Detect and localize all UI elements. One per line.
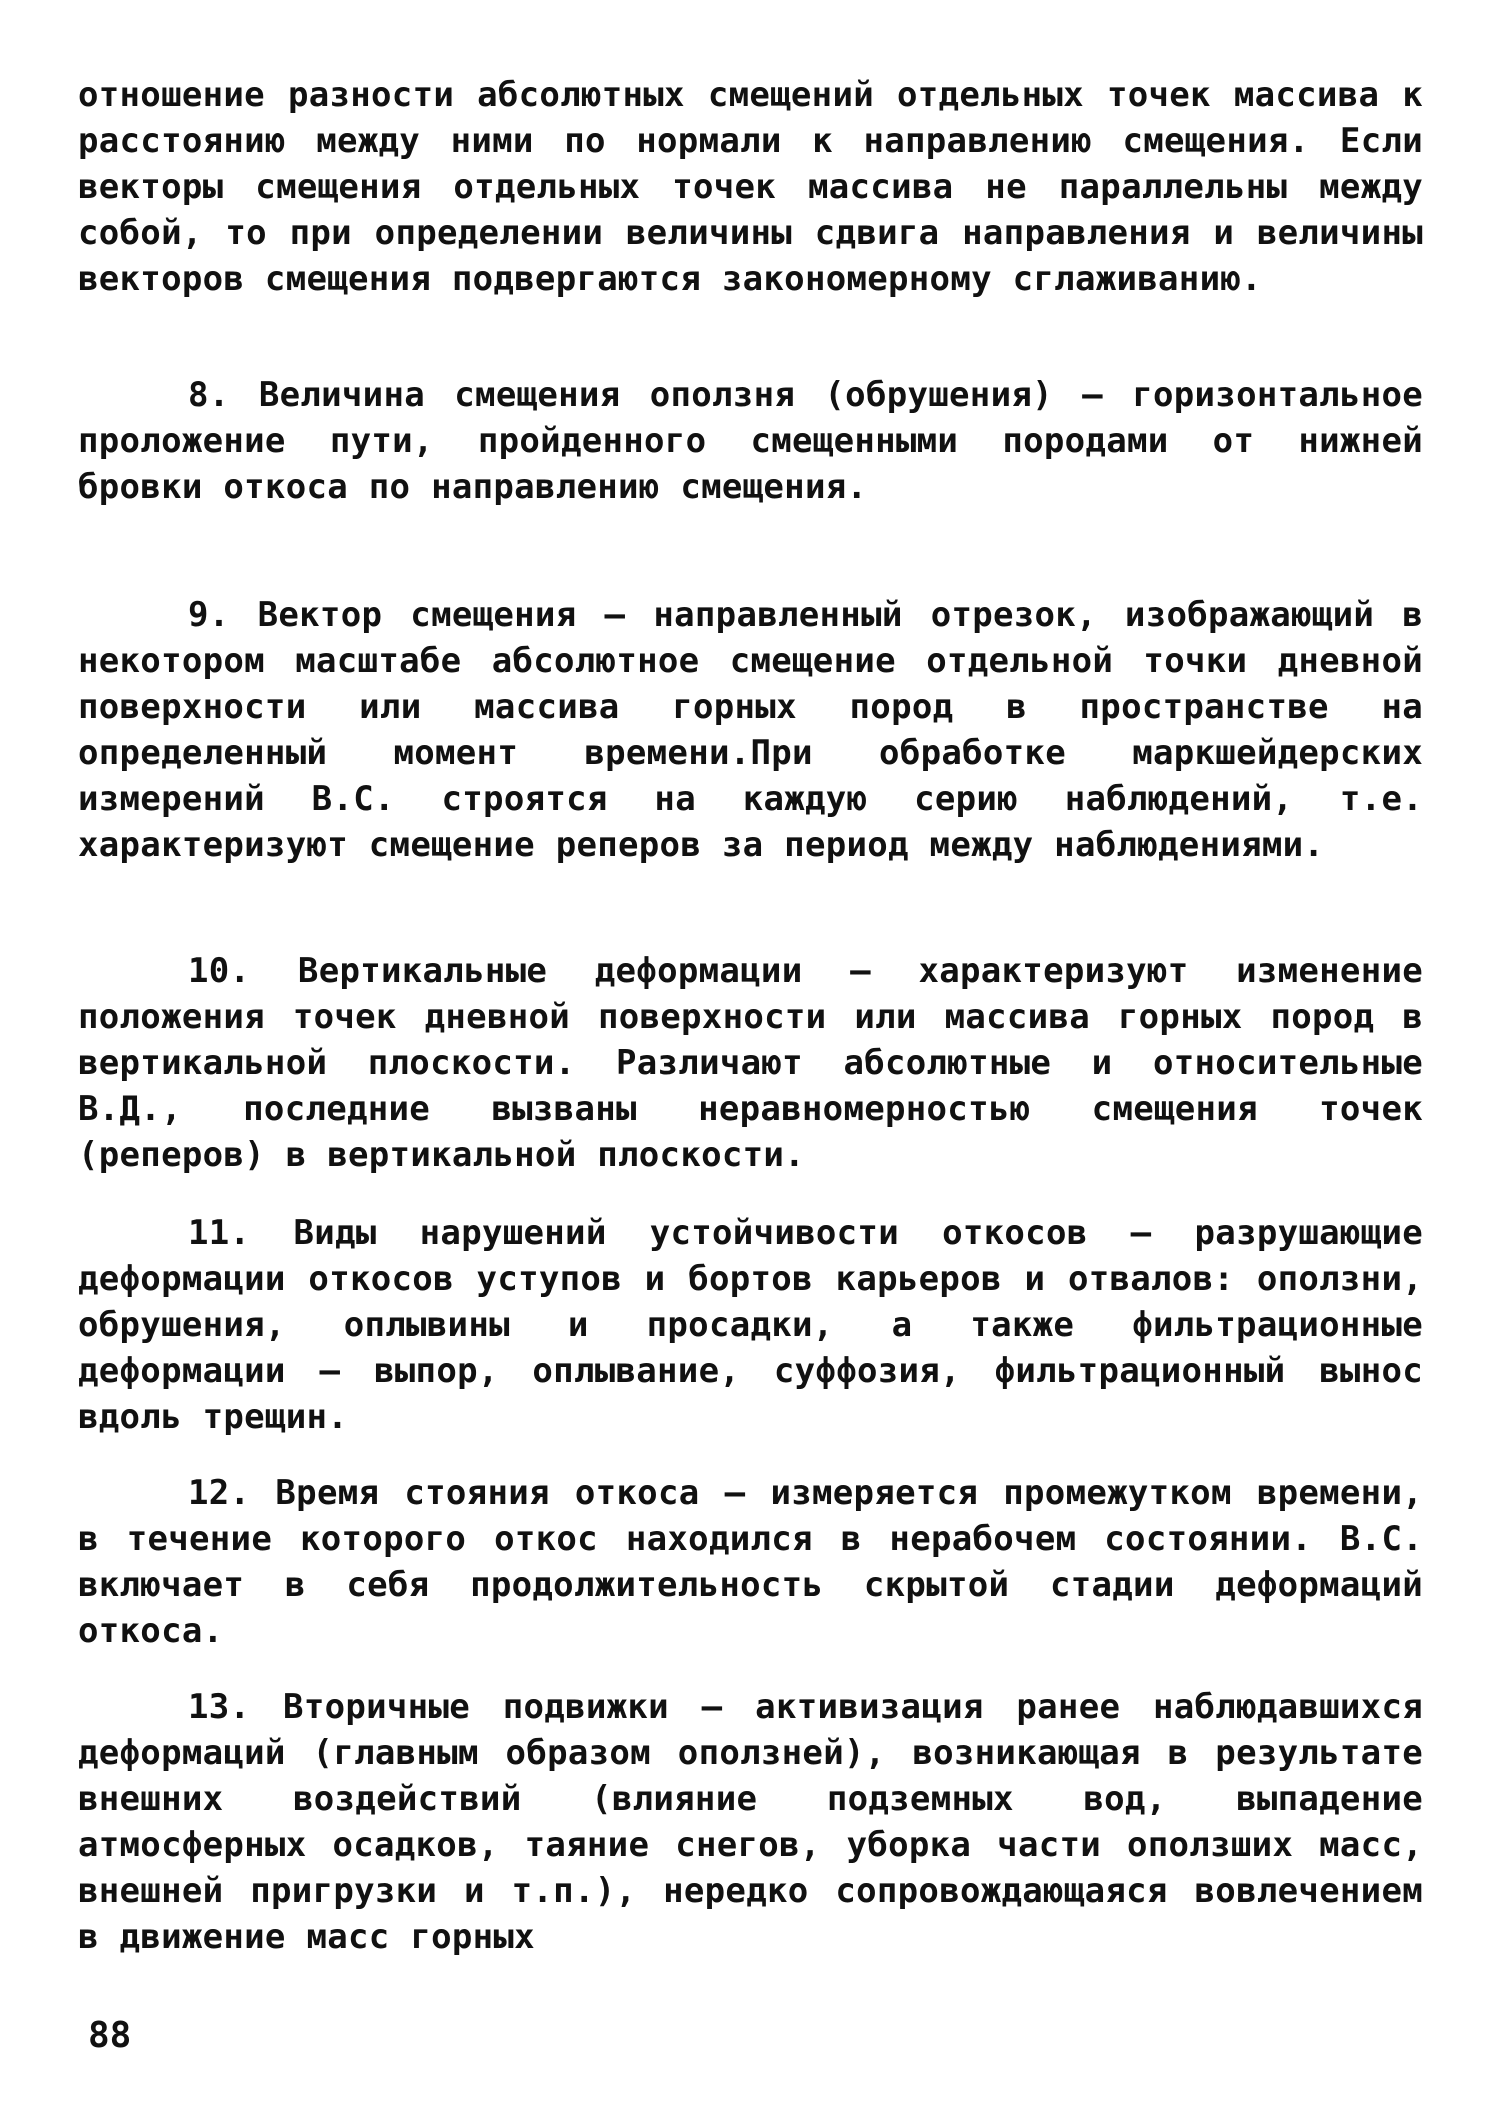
paragraph-13: 13. Вторичные подвижки – активизация ранее наблюдавшихся деформаций (главным образом оползней), возникающая в результате внешних воздействий (влияние подземных вод, выпадение атмосферных осадков, таяние снегов, уборка части оползших масс, внешней пригрузки и т.п.), нередко сопровождающаяся вовлечением в движение масс горных — [78, 1687, 1423, 1957]
paragraph-continuation: отношение разности абсолютных смещений отдельных точек массива к расстоянию между ними по нормали к направлению смещения. Если векторы смещения отдельных точек массива не параллельны между собой, то при определении величины сдвига направления и величины векторов смещения подвергаются закономерному сглаживанию. — [78, 75, 1423, 299]
paragraph-8: 8. Величина смещения оползня (обрушения) – горизонтальное проложение пути, пройденного смещенными породами от нижней бровки откоса по направлению смещения. — [78, 375, 1423, 507]
page-number: 88 — [88, 2015, 132, 2056]
paragraph-9: 9. Вектор смещения – направленный отрезок, изображающий в некотором масштабе абсолютное смещение отдельной точки дневной поверхности или массива горных пород в пространстве на определенный момент времени.При обработке маркшейдерских измерений В.С. строятся на каждую серию наблюдений, т.е. характеризуют смещение реперов за период между наблюдениями. — [78, 595, 1423, 865]
paragraph-11: 11. Виды нарушений устойчивости откосов – разрушающие деформации откосов уступов и бортов карьеров и отвалов: оползни, обрушения, оплывины и просадки, а также фильтрационные деформации – выпор, оплывание, суффозия, фильтрационный вынос вдоль трещин. — [78, 1213, 1423, 1437]
paragraph-10: 10. Вертикальные деформации – характеризуют изменение положения точек дневной поверхности или массива горных пород в вертикальной плоскости. Различают абсолютные и относительные В.Д., последние вызваны неравномерностью смещения точек (реперов) в вертикальной плоскости. — [78, 951, 1423, 1175]
paragraph-12: 12. Время стояния откоса – измеряется промежутком времени, в течение которого откос находился в нерабочем состоянии. В.С. включает в себя продолжительность скрытой стадии деформаций откоса. — [78, 1473, 1423, 1651]
